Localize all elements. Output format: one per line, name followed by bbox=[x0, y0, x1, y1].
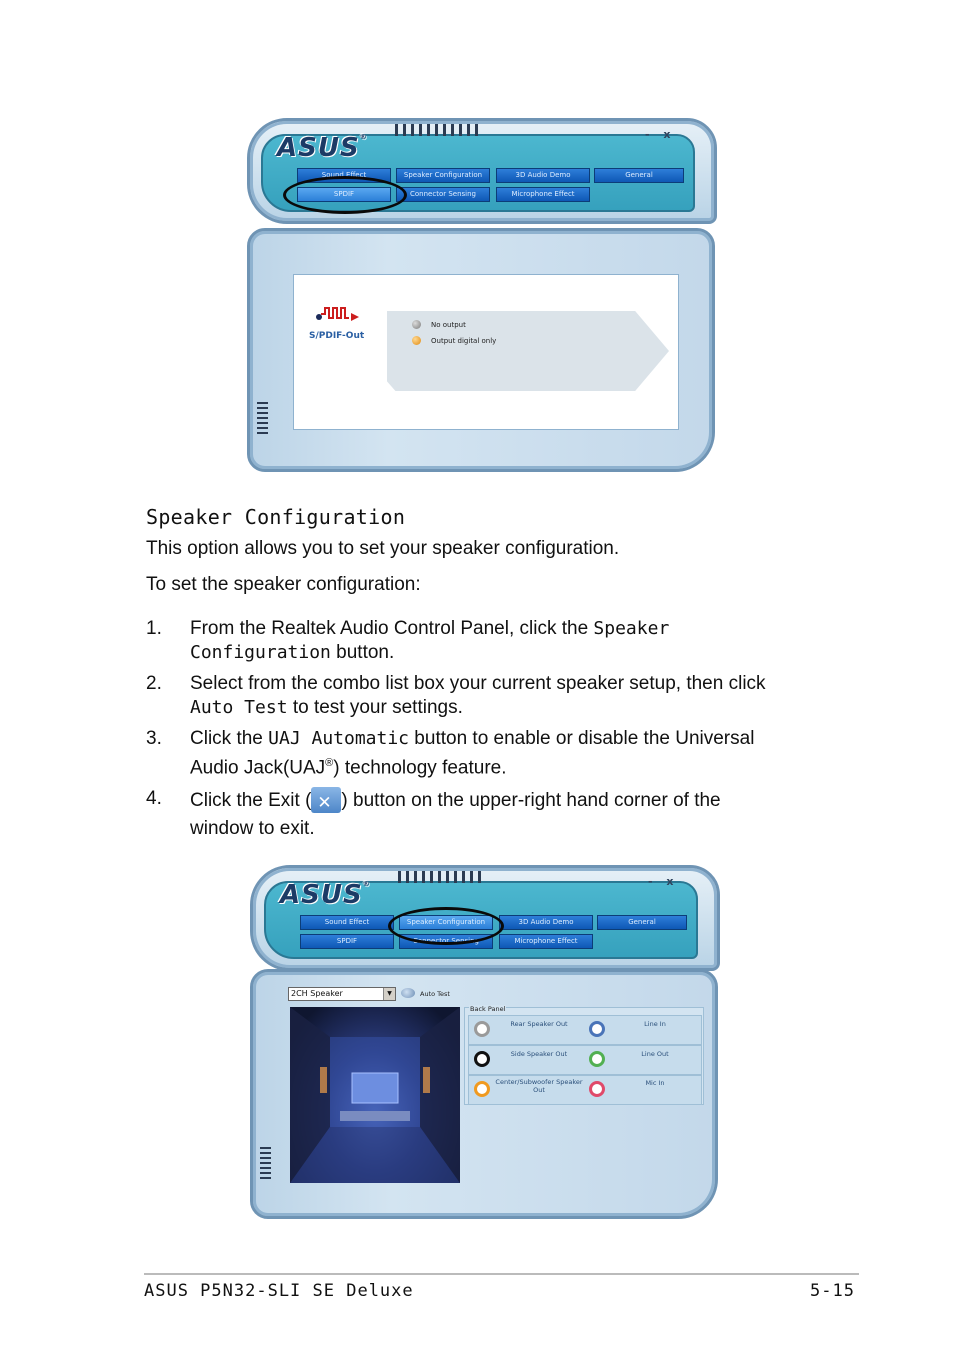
step-1-text bbox=[190, 617, 830, 665]
auto-test-icon[interactable] bbox=[401, 988, 415, 998]
step-2-bold: Auto Test bbox=[190, 697, 288, 718]
microphone-effect-button[interactable]: Microphone Effect bbox=[496, 187, 590, 202]
side-speaker-jack-icon[interactable] bbox=[474, 1051, 490, 1067]
step-1-number: 1. bbox=[146, 618, 162, 639]
options-area bbox=[387, 311, 669, 391]
asus-logo: ASUS ® bbox=[280, 880, 371, 910]
speaker-configuration-button[interactable]: Speaker Configuration bbox=[399, 915, 493, 930]
speaker-configuration-button[interactable]: Speaker Configuration bbox=[396, 168, 490, 183]
step-2-text bbox=[190, 672, 830, 720]
side-speaker-out-label: Side Speaker Out bbox=[510, 1050, 568, 1058]
highlight-oval bbox=[388, 907, 504, 945]
back-panel-label: Back Panel bbox=[470, 1005, 506, 1013]
sound-effect-button[interactable]: Sound Effect bbox=[300, 915, 394, 930]
title-grip bbox=[398, 871, 481, 883]
center-subwoofer-out-label: Center/Subwoofer Speaker Out bbox=[495, 1078, 583, 1094]
step-3-text bbox=[190, 727, 830, 780]
step-4-text bbox=[190, 787, 830, 843]
3d-audio-demo-button[interactable]: 3D Audio Demo bbox=[496, 168, 590, 183]
side-grip bbox=[257, 402, 268, 434]
mic-in-jack-icon[interactable] bbox=[589, 1081, 605, 1097]
registered-mark: ® bbox=[325, 757, 334, 769]
lead-text: To set the speaker configuration: bbox=[146, 574, 421, 595]
chevron-down-icon[interactable]: ▼ bbox=[383, 988, 395, 1000]
mic-in-label: Mic In bbox=[645, 1079, 665, 1087]
footer-rule bbox=[144, 1273, 859, 1275]
step-3-line2-post: ) technology feature. bbox=[333, 757, 507, 779]
no-output-label: No output bbox=[431, 321, 466, 329]
output-digital-only-label: Output digital only bbox=[431, 337, 497, 345]
rear-speaker-out-label: Rear Speaker Out bbox=[510, 1020, 568, 1028]
speaker-room-preview bbox=[290, 1007, 460, 1183]
step-3-post: button to enable or disable the Universal bbox=[409, 728, 755, 749]
section-heading: Speaker Configuration bbox=[146, 505, 406, 529]
general-button[interactable]: General bbox=[594, 168, 684, 183]
auto-test-label: Auto Test bbox=[420, 990, 450, 998]
speaker-combo-value: 2CH Speaker bbox=[291, 989, 343, 998]
speaker-config-panel-screenshot bbox=[250, 865, 720, 1219]
step-3-number: 3. bbox=[146, 728, 162, 749]
step-4-line2: window to exit. bbox=[190, 818, 315, 839]
spdif-icon bbox=[313, 304, 369, 326]
3d-audio-demo-button[interactable]: 3D Audio Demo bbox=[499, 915, 593, 930]
step-1-bold: Speaker bbox=[593, 618, 670, 639]
window-controls[interactable]: - x bbox=[645, 128, 676, 141]
line-in-label: Line In bbox=[644, 1020, 666, 1028]
no-output-radio[interactable] bbox=[412, 320, 421, 329]
step-1-pre: From the Realtek Audio Control Panel, click the bbox=[190, 618, 594, 639]
microphone-effect-button[interactable]: Microphone Effect bbox=[499, 934, 593, 949]
connector-sensing-button[interactable]: Connector Sensing bbox=[396, 187, 490, 202]
step-1-post: button. bbox=[330, 642, 395, 663]
center-subwoofer-jack-icon[interactable] bbox=[474, 1081, 490, 1097]
highlight-oval bbox=[283, 176, 407, 214]
step-1-bold2: Configuration bbox=[190, 642, 331, 663]
step-2-post: to test your settings. bbox=[287, 697, 463, 718]
sound-effect-button[interactable]: Sound Effect bbox=[297, 168, 391, 183]
step-2-number: 2. bbox=[146, 673, 162, 694]
spdif-panel-screenshot bbox=[247, 118, 717, 472]
step-2-pre: Select from the combo list box your current speaker setup, then click bbox=[190, 673, 766, 694]
intro-text: This option allows you to set your speaker configuration. bbox=[146, 538, 620, 559]
step-3-pre: Click the bbox=[190, 728, 269, 749]
spdif-out-label: S/PDIF-Out bbox=[309, 331, 365, 341]
spdif-button[interactable]: SPDIF bbox=[300, 934, 394, 949]
line-out-jack-icon[interactable] bbox=[589, 1051, 605, 1067]
speaker-combo[interactable] bbox=[288, 987, 396, 1001]
step-4-number: 4. bbox=[146, 788, 162, 809]
title-grip bbox=[395, 124, 478, 136]
output-digital-only-radio[interactable] bbox=[412, 336, 421, 345]
step-3-bold: UAJ Automatic bbox=[268, 728, 410, 749]
exit-icon bbox=[311, 787, 341, 813]
window-controls[interactable]: - x bbox=[648, 875, 679, 888]
side-grip bbox=[260, 1147, 271, 1179]
step-4-post: ) button on the upper-right hand corner of the bbox=[341, 790, 721, 811]
footer-product: ASUS P5N32-SLI SE Deluxe bbox=[144, 1281, 414, 1301]
connector-sensing-button[interactable]: Connector Sensing bbox=[399, 934, 493, 949]
spdif-button[interactable]: SPDIF bbox=[297, 187, 391, 202]
general-button[interactable]: General bbox=[597, 915, 687, 930]
line-out-label: Line Out bbox=[641, 1050, 669, 1058]
rear-speaker-jack-icon[interactable] bbox=[474, 1021, 490, 1037]
line-in-jack-icon[interactable] bbox=[589, 1021, 605, 1037]
asus-logo: ASUS ® bbox=[277, 133, 368, 163]
step-4-pre: Click the Exit ( bbox=[190, 790, 312, 811]
step-3-line2-pre: Audio Jack(UAJ bbox=[190, 757, 326, 779]
footer-page-number: 5-15 bbox=[810, 1281, 855, 1301]
